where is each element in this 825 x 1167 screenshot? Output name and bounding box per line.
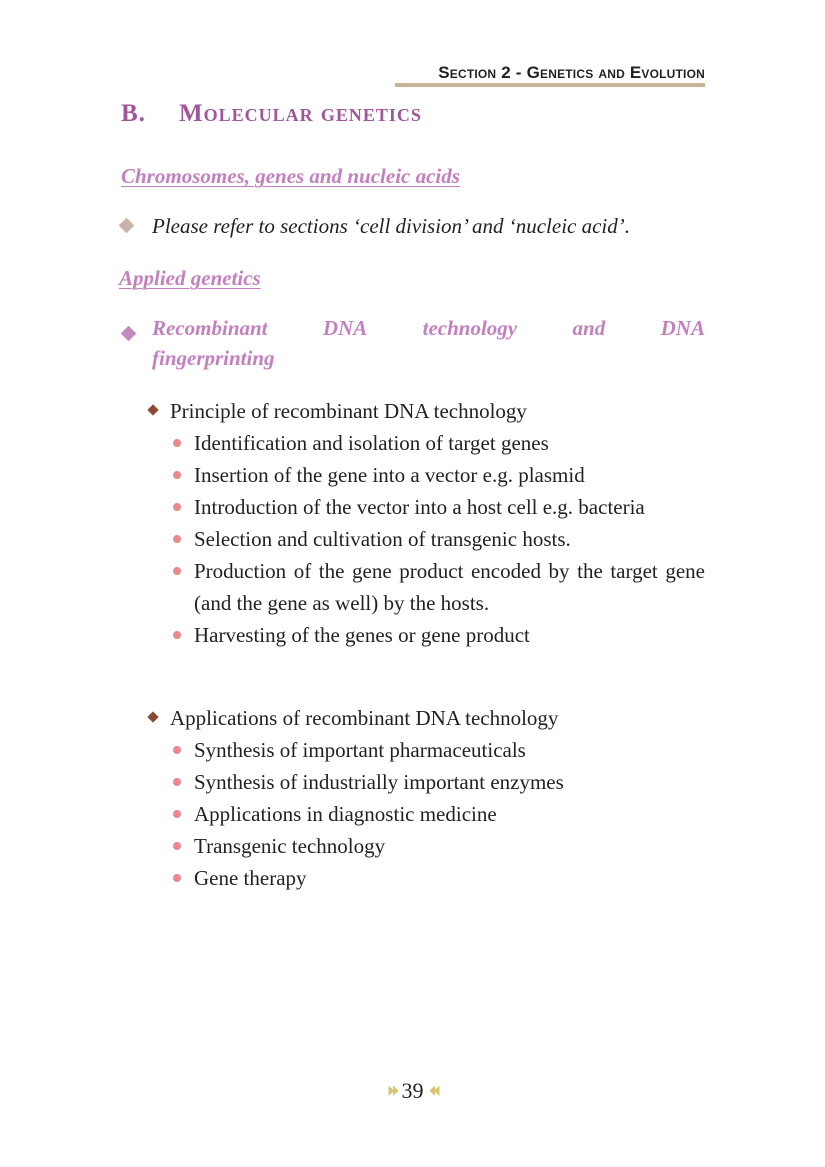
list-item-text: Identification and isolation of target genes [194, 431, 549, 455]
topic-heading-line1 [152, 316, 705, 341]
list-item [148, 555, 705, 619]
list-item-text: Harvesting of the genes or gene product [194, 623, 530, 647]
double-arrow-right-icon: ⏵⏵ [386, 1084, 396, 1100]
small-diamond-icon [147, 711, 158, 722]
subsection-heading-applied-genetics: Applied genetics [119, 266, 261, 290]
running-header-text: Section 2 - Genetics and Evolution [438, 63, 705, 82]
applications-heading [148, 703, 705, 734]
list-item-text: Transgenic technology [194, 834, 386, 858]
list-item [148, 798, 705, 830]
topic-word: DNA [322, 316, 368, 340]
bullet-dot-icon [173, 746, 181, 754]
chapter-letter: B. [121, 100, 146, 127]
list-item-text: Selection and cultivation of transgenic hosts. [194, 527, 571, 551]
list-item [148, 862, 705, 894]
principles-section [148, 396, 705, 651]
list-item [148, 734, 705, 766]
reference-note [121, 214, 630, 239]
list-item [148, 427, 705, 459]
header-rule [395, 83, 705, 87]
list-item [148, 619, 705, 651]
bullet-dot-icon [173, 810, 181, 818]
topic-word: and [572, 316, 606, 340]
list-item [148, 491, 705, 523]
bullet-dot-icon [173, 439, 181, 447]
double-arrow-left-icon: ⏴⏴ [429, 1084, 439, 1100]
bullet-dot-icon [173, 842, 181, 850]
list-item [148, 766, 705, 798]
list-item [148, 830, 705, 862]
list-item-text: Applications in diagnostic medicine [194, 802, 497, 826]
list-item-text: Insertion of the gene into a vector e.g. plasmid [194, 463, 585, 487]
list-item-text: Introduction of the vector into a host cell e.g. bacteria [194, 495, 645, 519]
list-item-text: Gene therapy [194, 866, 307, 890]
page-number-footer [0, 1078, 825, 1104]
reference-note-text: Please refer to sections ‘cell division’ and ‘nucleic acid’. [152, 214, 630, 238]
chapter-heading [121, 100, 422, 128]
diamond-bullet-icon [121, 326, 137, 342]
topic-word: DNA [660, 316, 705, 340]
list-item-text: Synthesis of industrially important enzymes [194, 770, 564, 794]
list-item-text: Production of the gene product encoded by the target gene (and the gene as well) by the hosts. [194, 559, 705, 615]
list-item [148, 459, 705, 491]
page-number: 39 [401, 1078, 424, 1103]
bullet-dot-icon [173, 778, 181, 786]
chapter-title: Molecular genetics [179, 100, 422, 127]
list-item-text: Synthesis of important pharmaceuticals [194, 738, 526, 762]
bullet-dot-icon [173, 567, 181, 575]
applications-list [148, 734, 705, 894]
principles-list [148, 427, 705, 651]
bullet-dot-icon [173, 631, 181, 639]
topic-word: technology [422, 316, 518, 340]
subsection-heading-chromosomes: Chromosomes, genes and nucleic acids [121, 164, 460, 188]
topic-heading-line2: fingerprinting [152, 346, 275, 370]
applications-section [148, 703, 705, 894]
bullet-dot-icon [173, 503, 181, 511]
topic-word: Recombinant [152, 316, 268, 340]
bullet-dot-icon [173, 535, 181, 543]
bullet-dot-icon [173, 874, 181, 882]
principles-heading [148, 396, 705, 427]
principles-heading-text: Principle of recombinant DNA technology [170, 399, 527, 423]
applications-heading-text: Applications of recombinant DNA technology [170, 706, 559, 730]
list-item [148, 523, 705, 555]
running-header [395, 62, 705, 84]
diamond-bullet-icon [119, 218, 135, 234]
bullet-dot-icon [173, 471, 181, 479]
small-diamond-icon [147, 404, 158, 415]
